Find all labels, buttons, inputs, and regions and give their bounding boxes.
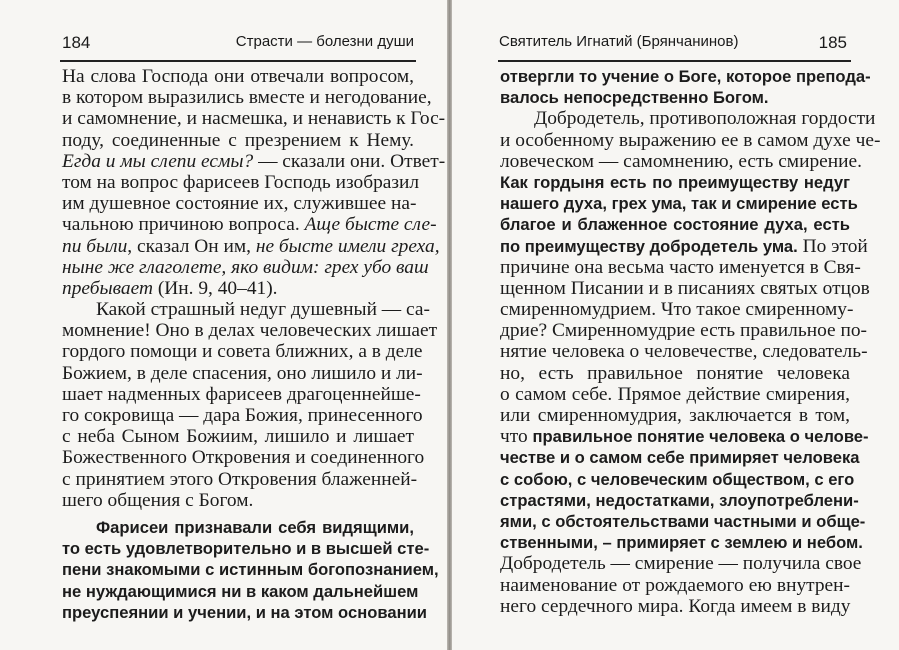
text-line [62, 559, 439, 580]
text-run: том на вопрос фарисеев Господь изобразил [62, 171, 420, 193]
text-run: Божественного Откровения и соединенного [62, 447, 425, 469]
text-line [62, 405, 423, 426]
text-line [500, 553, 862, 575]
text-line [500, 341, 868, 363]
text-line [500, 256, 861, 278]
text-line [500, 447, 860, 468]
text-line [500, 299, 854, 321]
running-title: Страсти — болезни души [235, 33, 414, 50]
text-run: причине она весьма часто именуется в Свя- [500, 256, 861, 278]
text-line [500, 532, 863, 553]
text-line [500, 405, 850, 426]
text-run: ловеческом — самомнению, есть смирение. [500, 150, 862, 172]
text-run: него сердечного мира. Когда имеем в виду [500, 595, 851, 617]
text-line [62, 341, 423, 363]
text-line [62, 468, 418, 490]
text-run: нятие человека о человечестве, следователь- [500, 341, 868, 363]
header-rule [498, 60, 851, 62]
text-line [500, 108, 876, 130]
bold-text: преуспеянии и учении, и на этом основании [62, 602, 427, 622]
text-line [500, 363, 850, 384]
italic-text: не бысте имели греха, [255, 235, 440, 257]
text-run: Добродетель — смирение — получила свое [500, 553, 862, 575]
text-line [500, 575, 850, 596]
page-number: 184 [62, 33, 91, 52]
text-line [62, 193, 417, 215]
text-run: щенном Писании и в писаниях святых отцов [500, 277, 870, 299]
text-line [62, 581, 419, 602]
text-line [62, 130, 414, 151]
text-line [62, 214, 437, 236]
text-line [62, 87, 432, 109]
text-line [500, 129, 881, 151]
text-line [500, 235, 868, 257]
bold-text: то есть удовлетворительно и в высшей сте- [62, 539, 430, 559]
text-line [62, 447, 425, 469]
text-run: и особенному выражению ее в самом духе че- [500, 129, 881, 151]
bold-text: благое и блаженное состояние духа, есть [500, 215, 850, 235]
bold-text: ственными, – примиряет с землею и небом. [500, 533, 863, 553]
text-run: Божием, в деле спасения, оно лишило и ли- [62, 362, 423, 384]
text-line [62, 66, 414, 87]
bold-text: пени знакомыми с истинным богопознанием, [62, 560, 439, 580]
text-run: гордого помощи и совета ближних, а в деле [62, 341, 423, 363]
text-run: дрие? Смиренномудрие есть правильное по- [500, 320, 867, 342]
bold-text: правильное понятие человека о челове- [532, 427, 869, 447]
text-run: (Ин. 9, 40–41). [152, 277, 278, 299]
text-line [62, 362, 423, 384]
bold-text: Как гордыня есть по преимуществу недуг [500, 172, 850, 192]
text-run: шает надменных фарисеев драгоценнейше- [62, 383, 421, 405]
text-line [62, 150, 446, 172]
text-line [500, 426, 869, 448]
text-line [62, 383, 421, 405]
text-line [500, 66, 871, 87]
text-run: Добродетель, противоположная гордости [534, 108, 876, 130]
text-run: го сокровища — дара Божия, принесенного [62, 405, 423, 426]
italic-text: Аще бысте сле- [304, 214, 437, 236]
bold-text: по преимуществу добродетель ума. [500, 236, 798, 256]
text-line [500, 277, 870, 299]
text-line [500, 469, 855, 490]
text-run: смиренномудрием. Что такое смиренному- [500, 299, 854, 321]
header-rule [60, 60, 416, 62]
text-run: момнение! Оно в делах человеческих лишает [62, 320, 438, 342]
text-line [62, 538, 430, 559]
text-line [500, 87, 850, 108]
text-run: или смиренномудрия, заключается в том, [500, 405, 850, 426]
page-body [500, 66, 881, 617]
running-title: Святитель Игнатий (Брянчанинов) [499, 33, 739, 50]
text-line [62, 602, 427, 623]
bold-text: Фарисеи признавали себя видящими, [96, 517, 414, 537]
right-page [452, 0, 899, 650]
text-run: шего общения с Богом. [62, 489, 254, 511]
text-line [62, 490, 414, 511]
page-body [62, 66, 446, 623]
text-run: но, есть правильное понятие человека [500, 362, 850, 384]
text-run: По этой [797, 235, 868, 257]
text-line [500, 150, 862, 172]
text-line [62, 171, 420, 193]
text-run: , сказал Он им, [127, 235, 256, 257]
text-line [500, 193, 858, 214]
text-run: что [500, 426, 533, 448]
text-line [500, 172, 850, 193]
text-line [500, 320, 867, 342]
page-number: 185 [818, 33, 847, 52]
text-line [500, 511, 866, 532]
text-run: с неба Сыном Божиим, лишило и лишает [62, 426, 414, 448]
text-line [62, 256, 429, 278]
italic-text: ныне же глаголете, яко видим: грех убо ваш [62, 256, 429, 278]
bold-text: валось непосредственно Богом. [500, 88, 769, 108]
bold-text: страстями, недостатками, злоупотреблени- [500, 490, 859, 510]
text-run: На слова Господа они отвечали вопросом, [62, 66, 414, 87]
text-line [62, 517, 414, 538]
text-run: с принятием этого Откровения блаженней- [62, 468, 418, 490]
bold-text: нашего духа, грех ума, так и смирение есть [500, 194, 858, 214]
text-line [500, 214, 850, 235]
text-line [62, 299, 430, 321]
text-line [62, 278, 414, 299]
italic-text: Егда и мы слепи есмы? [62, 150, 254, 172]
bold-text: честве и о самом себе примиряет человека [500, 448, 860, 468]
text-run: в котором выразились вместе и негодование, [62, 87, 432, 109]
left-page [0, 0, 447, 650]
bold-text: не нуждающимися ни в каком дальнейшем [62, 581, 419, 601]
text-run: им душевное состояние их, служившее на- [62, 193, 417, 215]
text-run: Какой страшный недуг душевный — са- [96, 299, 430, 321]
text-line [500, 490, 859, 511]
text-run: о самом себе. Прямое действие смирения, [500, 383, 850, 405]
text-line [500, 596, 850, 617]
text-run: наименование от рождаемого ею внутрен- [500, 574, 850, 596]
bold-text: ями, с обстоятельствами частными и обще- [500, 511, 866, 531]
text-run: чальною причиною вопроса. [62, 214, 305, 236]
bold-text: с собою, с человеческим обществом, с его [500, 469, 855, 489]
text-run: и самомнение, и насмешка, и ненависть к Гос- [62, 108, 446, 130]
text-run: — сказали они. Ответ- [253, 150, 446, 172]
text-line [62, 320, 438, 342]
text-line [62, 108, 446, 130]
text-line [62, 235, 440, 257]
bold-text: отвергли то учение о Боге, которое препода- [500, 67, 871, 86]
italic-text: пи были [62, 235, 128, 257]
text-line [500, 384, 850, 405]
italic-text: пребывает [62, 277, 153, 299]
text-run: поду, соединенные с презрением к Нему. [62, 129, 414, 151]
text-line [62, 426, 414, 447]
